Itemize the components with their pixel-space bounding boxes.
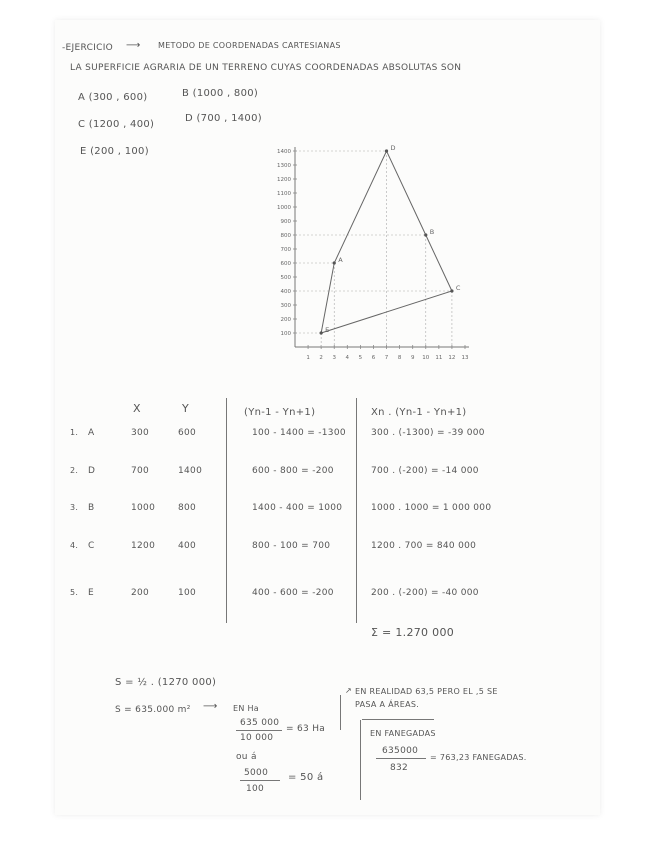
- table-cell-prod: 1000 . 1000 = 1 000 000: [371, 503, 492, 513]
- note-bracket: [340, 695, 341, 730]
- y-tick-label: 1000: [277, 205, 291, 211]
- point-c: [450, 289, 453, 292]
- y-tick-label: 900: [280, 219, 291, 225]
- table-cell-p: D: [88, 466, 96, 476]
- table-cell-x: 1000: [131, 503, 156, 513]
- a-denominator: 100: [246, 784, 265, 794]
- point-label-b: B: [429, 228, 435, 236]
- x-tick-label: 1: [306, 355, 310, 361]
- y-tick-label: 1200: [277, 177, 291, 183]
- point-c-coords: C (1200 , 400): [78, 119, 155, 130]
- y-tick-label: 700: [280, 247, 291, 253]
- fanegadas-box-side: [360, 720, 361, 800]
- point-label-c: C: [455, 284, 461, 292]
- arrow-icon: ↗: [345, 686, 353, 695]
- arrow-icon: ⟶: [126, 40, 141, 51]
- y-tick-label: 1400: [277, 149, 291, 155]
- y-tick-label: 500: [280, 275, 291, 281]
- a-result: = 50 á: [288, 772, 324, 783]
- table-cell-prod: 300 . (-1300) = -39 000: [371, 428, 485, 438]
- point-b-coords: B (1000 , 800): [182, 88, 259, 99]
- table-cell-dy: 600 - 800 = -200: [252, 466, 334, 476]
- col-header-prod: Xn . (Yn-1 - Yn+1): [371, 407, 467, 418]
- note-line-1: EN REALIDAD 63,5 PERO EL ,5 SE: [355, 687, 498, 696]
- table-cell-y: 100: [178, 588, 197, 598]
- ha-denominator: 10 000: [240, 733, 274, 743]
- fanegadas-result: = 763,23 FANEGADAS.: [430, 753, 527, 762]
- y-tick-label: 600: [280, 261, 291, 267]
- sum-total: Σ = 1.270 000: [371, 626, 455, 639]
- table-cell-x: 700: [131, 466, 150, 476]
- x-tick-label: 4: [345, 355, 350, 361]
- point-a-coords: A (300 , 600): [78, 92, 148, 103]
- method-title: METODO DE COORDENADAS CARTESIANAS: [158, 41, 341, 50]
- table-cell-y: 800: [178, 503, 197, 513]
- x-tick-label: 2: [319, 355, 323, 361]
- polygon-outline: [321, 151, 452, 333]
- table-cell-x: 200: [131, 588, 150, 598]
- ha-label: EN Ha: [233, 704, 259, 713]
- arrow-icon: ⟶: [203, 701, 218, 712]
- y-tick-label: 400: [280, 289, 291, 295]
- fraction-bar: [240, 780, 280, 781]
- area-value: S = 635.000 m²: [115, 705, 191, 715]
- x-tick-label: 11: [435, 355, 443, 361]
- y-tick-label: 800: [280, 233, 291, 239]
- or-text: ou á: [236, 752, 257, 762]
- y-tick-label: 1300: [277, 163, 291, 169]
- point-label-d: D: [390, 144, 396, 152]
- col-header-dy: (Yn-1 - Yn+1): [244, 407, 316, 418]
- table-cell-n: 3.: [70, 503, 79, 512]
- table-cell-x: 1200: [131, 541, 156, 551]
- table-cell-n: 4.: [70, 541, 79, 550]
- table-cell-p: C: [88, 541, 95, 551]
- a-numerator: 5000: [244, 768, 269, 778]
- fanegadas-title: EN FANEGADAS: [370, 729, 436, 738]
- note-line-2: PASA A ÁREAS.: [355, 700, 420, 709]
- point-a: [333, 261, 336, 264]
- fraction-bar: [376, 758, 426, 759]
- coordinate-plot: [255, 140, 480, 365]
- x-tick-label: 13: [461, 355, 469, 361]
- table-cell-dy: 1400 - 400 = 1000: [252, 503, 343, 513]
- y-tick-label: 200: [280, 317, 291, 323]
- table-cell-dy: 100 - 1400 = -1300: [252, 428, 346, 438]
- y-tick-label: 1100: [277, 191, 291, 197]
- statement-text: LA SUPERFICIE AGRARIA DE UN TERRENO CUYAS COORDENADAS ABSOLUTAS SON: [70, 63, 462, 73]
- exercise-title: -EJERCICIO: [62, 43, 114, 53]
- point-e: [320, 331, 323, 334]
- col-header-y: Y: [182, 402, 190, 415]
- point-label-a: A: [338, 256, 343, 264]
- table-cell-y: 1400: [178, 466, 203, 476]
- table-cell-prod: 700 . (-200) = -14 000: [371, 466, 479, 476]
- table-cell-y: 400: [178, 541, 197, 551]
- area-formula: S = ½ . (1270 000): [115, 677, 217, 688]
- fanegadas-denominator: 832: [390, 763, 409, 773]
- table-cell-p: E: [88, 588, 94, 598]
- ha-result: = 63 Ha: [286, 724, 326, 734]
- table-divider-2: [356, 398, 357, 623]
- table-cell-n: 5.: [70, 588, 79, 597]
- fraction-bar: [236, 730, 282, 731]
- table-cell-p: B: [88, 503, 95, 513]
- table-cell-n: 1.: [70, 428, 79, 437]
- fanegadas-numerator: 635000: [382, 746, 419, 756]
- table-cell-y: 600: [178, 428, 197, 438]
- x-tick-label: 12: [448, 355, 456, 361]
- table-cell-prod: 200 . (-200) = -40 000: [371, 588, 479, 598]
- ha-numerator: 635 000: [240, 718, 280, 728]
- point-d-coords: D (700 , 1400): [185, 113, 262, 124]
- x-tick-label: 9: [410, 355, 415, 361]
- table-cell-dy: 400 - 600 = -200: [252, 588, 334, 598]
- table-cell-x: 300: [131, 428, 150, 438]
- point-d: [385, 149, 388, 152]
- y-tick-label: 100: [280, 331, 291, 337]
- x-tick-label: 7: [384, 355, 389, 361]
- x-tick-label: 10: [422, 355, 430, 361]
- x-tick-label: 8: [397, 355, 402, 361]
- point-e-coords: E (200 , 100): [80, 146, 149, 157]
- table-cell-p: A: [88, 428, 95, 438]
- point-label-e: E: [325, 326, 330, 334]
- fanegadas-box-top: [362, 719, 434, 720]
- table-cell-dy: 800 - 100 = 700: [252, 541, 331, 551]
- x-tick-label: 6: [371, 355, 376, 361]
- table-cell-prod: 1200 . 700 = 840 000: [371, 541, 477, 551]
- table-divider-1: [226, 398, 227, 623]
- x-tick-label: 5: [358, 355, 363, 361]
- y-tick-label: 300: [280, 303, 291, 309]
- x-tick-label: 3: [332, 355, 336, 361]
- table-cell-n: 2.: [70, 466, 79, 475]
- point-b: [424, 233, 427, 236]
- col-header-x: X: [133, 402, 141, 415]
